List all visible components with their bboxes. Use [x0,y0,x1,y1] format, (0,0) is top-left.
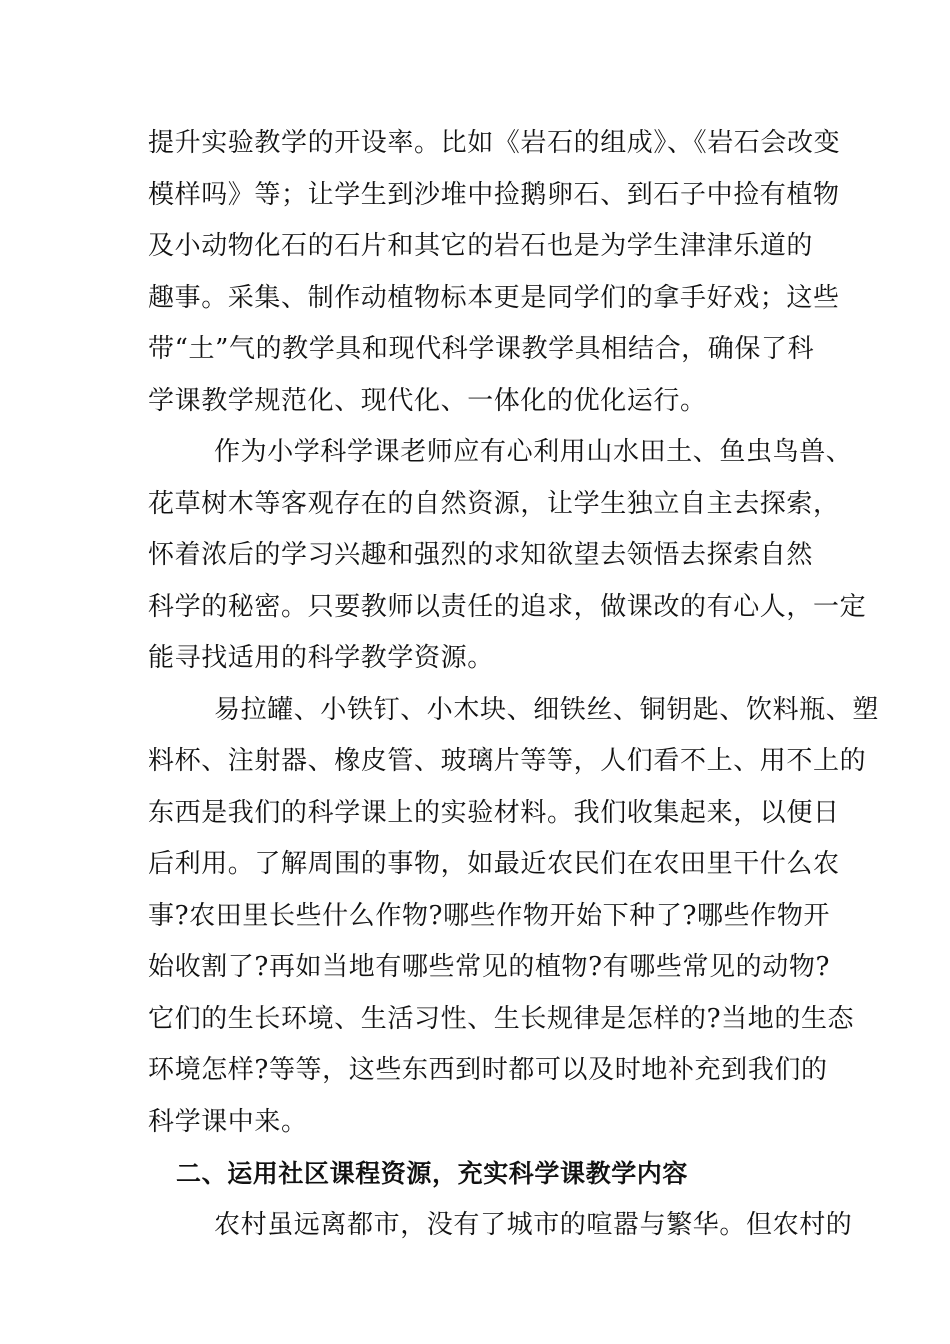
text-line: 始收割了?再如当地有哪些常见的植物?有哪些常见的动物? [148,952,831,982]
text-line: 料杯、注射器、橡皮管、玻璃片等等，人们看不上、用不上的 [148,746,867,776]
paragraph-first-line: 农村虽远离都市，没有了城市的喧嚣与繁华。但农村的 [214,1209,853,1240]
text-line: 环境怎样?等等，这些东西到时都可以及时地补充到我们的 [148,1055,828,1085]
document-body [148,118,880,1251]
text-line: 学课教学规范化、现代化、一体化的优化运行。 [148,385,707,416]
text-line: 提升实验教学的开设率。比如《岩石的组成》、《岩石会改变 [148,128,841,158]
text-line: 带“土”气的教学具和现代科学课教学具相结合，确保了科 [148,334,815,364]
text-line: 科学的秘密。只要教师以责任的追求，做课改的有心人，一定 [148,591,867,622]
text-line: 科学课中来。 [148,1106,308,1137]
text-line: 事?农田里长些什么作物?哪些作物开始下种了?哪些作物开 [148,900,831,931]
text-line: 及小动物化石的石片和其它的岩石也是为学生津津乐道的 [148,231,814,261]
text-line: 花草树木等客观存在的自然资源，让学生独立自主去探索， [148,488,840,519]
section-heading: 二、运用社区课程资源，充实科学课教学内容 [176,1159,689,1188]
text-line: 能寻找适用的科学教学资源。 [148,643,494,673]
paragraph-first-line: 易拉罐、小铁钉、小木块、细铁丝、铜钥匙、饮料瓶、塑 [214,694,880,725]
text-line: 东西是我们的科学课上的实验材料。我们收集起来，以便日 [148,797,840,828]
text-line: 模样吗》等；让学生到沙堆中捡鹅卵石、到石子中捡有植物 [148,179,840,210]
text-line: 趣事。采集、制作动植物标本更是同学们的拿手好戏；这些 [148,282,840,313]
text-line: 它们的生长环境、生活习性、生长规律是怎样的?当地的生态 [148,1003,855,1034]
text-line: 后利用。了解周围的事物，如最近农民们在农田里干什么农 [148,849,840,879]
text-line: 怀着浓后的学习兴趣和强烈的求知欲望去领悟去探索自然 [148,540,814,570]
paragraph-first-line: 作为小学科学课老师应有心利用山水田土、鱼虫鸟兽、 [214,437,853,467]
